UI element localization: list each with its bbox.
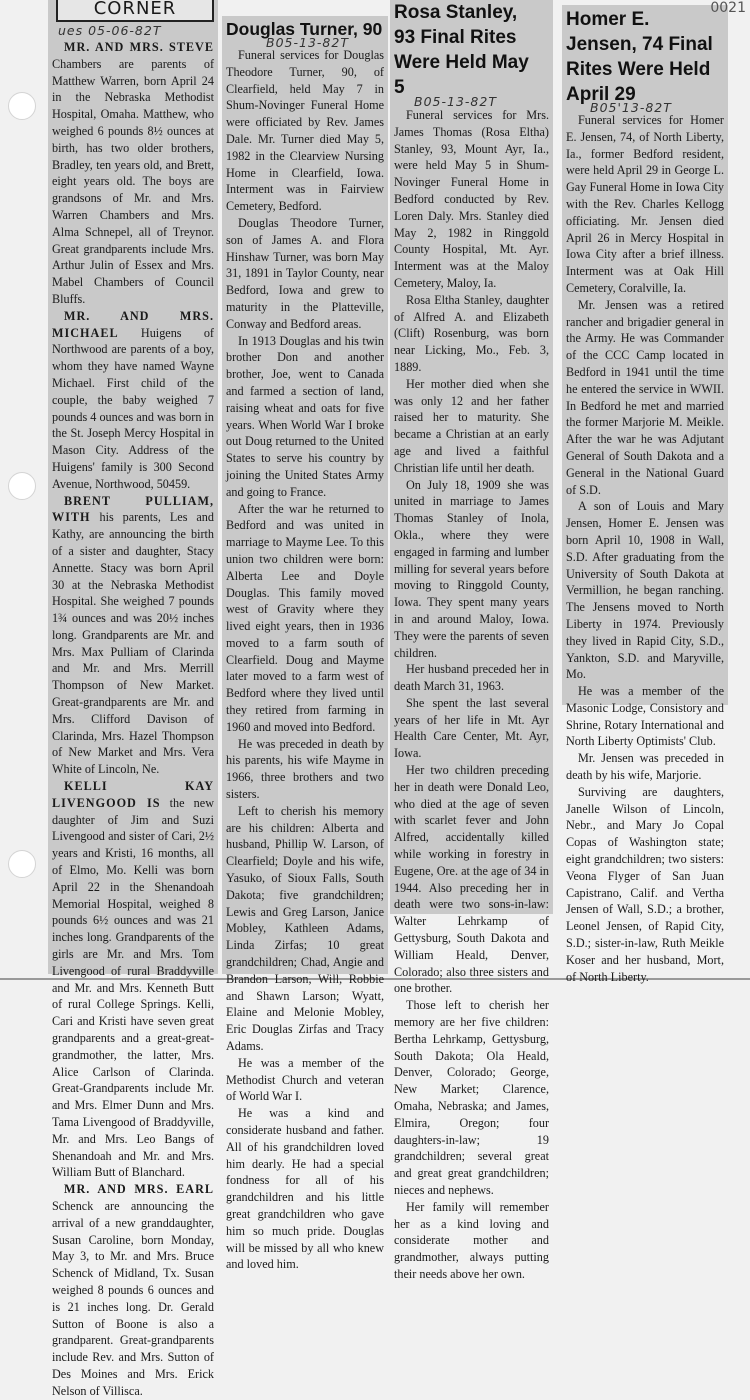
announcement-paragraph (52, 778, 214, 1181)
announcement-lead: MR. AND MRS. STEVE (64, 40, 214, 54)
binder-hole (8, 92, 36, 120)
obituary-paragraph: A son of Louis and Mary Jensen, Homer E. Jensen was born April 10, 1908 in Wall, S.D. After graduating from the University of South Dakota at Vermillion, he began ranching. The Jensens moved to North Liberty in 1974. Previously they lived in Rapid City, S.D., Yankton, S.D. and Maryville, Mo. (566, 499, 724, 682)
announcement-lead: KELLI KAY LIVENGOOD IS (52, 779, 214, 810)
announcement-text: the new daughter of Jim and Suzi Livengood and sister of Cari, 2½ years and Kristi, 16 months, all of Elmo, Mo. Kelli was born April 22 in the Shenandoah Memorial Hospital, weighed 8 pounds 6½ ounces and was 21 inches long. Grandparents of the girls are Mr. and Mrs. Tom Livengood of rural Braddyville and Mr. and Mrs. Kenneth Butt of rural College Springs. Kelli, Cari and Kristi have seven great grandparents and a great-great-grandmother, the latter, Mrs. Alice Carlson of Clarinda. Great-Grandparents include Mr. and Mrs. Elmer Dunn and Mrs. Tama Livengood of Braddyville, Mr. and Mrs. Leo Bangs of Shenandoah and Mr. and Mrs. William Butt of Blanchard. (52, 795, 214, 1180)
announcement-text: Schenck are announcing the arrival of a new granddaughter, Susan Caroline, born Monday, May 3, to Mr. and Mrs. Bruce Schenck of Midland, Tx. Susan weighed 8 pounds 6 ounces and is 21 inches long. Dr. Gerald Sutton of Boone is also a grandparent. Great-grandparents include Rev. and Mrs. Sutton of Des Moines and Mrs. Erick Nelson of Villisca. (52, 1198, 214, 1398)
obituary-paragraph: Her husband preceded her in death March 31, 1963. (394, 662, 549, 694)
obituary-paragraph: On July 18, 1909 she was united in marriage to James Thomas Stanley of Inola, Okla., where they were engaged in farming and lumber milling for several years before moving to Ringgold County, Iowa. They spent many years in and around Maloy, Iowa. They were the parents of seven children. (394, 477, 549, 660)
obituary-paragraph: Her family will remember her as a kind loving and considerate mother and grandmother, always putting their needs above her own. (394, 1199, 549, 1281)
announcement-text: his parents, Les and Kathy, are announcing the birth of a sister and daughter, Stacy Annette. Stacy was born April 30 at the Nebraska Methodist Hospital. She weighed 7 pounds 1¾ ounces and was 20½ inches long. Grandparents are Mr. and Mrs. Max Pulliam of Clarinda and Mr. and Mrs. Merrill Thompson of New Market. Great-grandparents are Mr. and Mrs. Clifford Davison of Clarinda, Mrs. Hazel Thompson of New Market and Mrs. Vera White of Lincoln, Ne. (52, 510, 214, 777)
obituary-paragraph: Mr. Jensen was preceded in death by his wife, Marjorie. (566, 751, 724, 783)
handwritten-date: B05'13-82T (590, 100, 672, 115)
announcement-lead: BRENT PULLIAM, WITH (52, 493, 214, 525)
announcement-paragraph (52, 1181, 214, 1399)
headline: Rosa Stanley, 93 Final Rites Were Held May 5 (394, 2, 529, 98)
binder-hole (8, 472, 36, 500)
announcement-lead: MR. AND MRS. MICHAEL (52, 308, 214, 340)
announcement-list (52, 39, 214, 1400)
announcement-text: Huigens of Northwood are parents of a boy, whom they have named Wayne Michael. First child of the couple, the baby weighed 7 pounds 4 ounces and was born in the St. Joseph Mercy Hospital in Mason City. Address of the Huigens' family is 300 Second Avenue, Northwood, 50459. (52, 325, 214, 491)
obituary-paragraph: In 1913 Douglas and his twin brother Don and another brother, Joe, went to Canada and farmed a section of land, raising wheat and oats for five years. When World War I broke out Doug returned to the United States to serve his country by joining the United States Army and going to France. (226, 333, 384, 499)
announcement-paragraph (52, 308, 214, 493)
announcement-text: Chambers are parents of Matthew Warren, born April 24 in the Nebraska Methodist Hospital, Omaha. Matthew, who weighed 6 pounds 8½ ounces at birth, has two older brothers, Bradley, ten years old, and Brett, eight years old. The boys are grandsons of Mr. and Mrs. Warren Chambers and Mrs. Alma Schnepel, all of Treynor. Great grandparents include Mrs. Arthur Julin of Essex and Mrs. Mabel Chambers of Council Bluffs. (52, 56, 214, 306)
obituary-body (226, 47, 384, 1273)
headline: Homer E. Jensen, 74 Final Rites Were Held April 29 (566, 9, 713, 105)
obituary-paragraph: He was preceded in death by his parents, his wife Mayme in 1966, three brothers and two sisters. (226, 736, 384, 802)
announcement-lead: MR. AND MRS. EARL (64, 1182, 214, 1197)
obituary-paragraph: Her two children preceding her in death were Donald Leo, who died at the age of seven with scarlet fever and John Alfred, accidentally killed while working in forestry in Eugene, Ore. at the age of 34 in 1944. Also preceding her in death were two sons-in-law: Walter Lehrkamp of Gettysburg, South Dakota and William Heald, Denver, Colorado; also three sisters and one brother. (394, 763, 549, 996)
obituary-paragraph: Those left to cherish her memory are her five children: Bertha Lehrkamp, Gettysburg, South Dakota; Ola Heald, Denver, Colorado; George, New Market; Clarence, Omaha, Nebraska; and James, Elmira, Oregon; four daughters-in-law; 19 grandchildren; several great and great great grandchildren; nieces and nephews. (394, 998, 549, 1197)
obituary-paragraph: Funeral services for Homer E. Jensen, 74, of North Liberty, Ia., former Bedford resident, were held April 29 in George L. Gay Funeral Home in Iowa City with the Rev. Charles Kellogg officiating. Mr. Jensen died April 26 in Mercy Hospital in Iowa City after a brief illness. Interment was at Oak Hill Cemetery, Coralville, Ia. (566, 113, 724, 295)
obituary-paragraph: Her mother died when she was only 12 and her father raised her to maturity. She became a Christian at an early age and lived a faithful Christian life until her death. (394, 376, 549, 475)
birth-announcements-clipping (48, 0, 218, 1398)
obituary-paragraph: She spent the last several years of her life in Mt. Ayr Health Care Center, Mt. Ayr, Iowa. (394, 695, 549, 761)
announcement-paragraph (52, 493, 214, 779)
page-number: 0021 (710, 0, 746, 16)
obituary-paragraph: Funeral services for Mrs. James Thomas (Rosa Eltha) Stanley, 93, Mount Ayr, Ia., were held May 5 in Shum-Novinger Funeral Home in Bedford conducted by Rev. Loren Daly. Mrs. Stanley died May 2, 1982 in Ringgold County Hospital, Mt. Ayr. Interment was at the Maloy Cemetery, Maloy, Ia. (394, 108, 549, 290)
handwritten-date: ues 05-06-82T (58, 23, 162, 38)
obituary-paragraph: He was a member of the Methodist Church and veteran of World War I. (226, 1055, 384, 1104)
obituary-body (394, 107, 549, 1283)
handwritten-date: B05-13-82T (266, 35, 349, 50)
jensen-obituary-clipping (562, 5, 728, 984)
obituary-paragraph: Funeral services for Douglas Theodore Turner, 90, of Clearfield, held May 7 in Shum-Novinger Funeral Home were officiated by Rev. James Dale. Mr. Turner died May 5, 1982 in the Clearview Nursing Home in Clearfield, Iowa. Interment was in Fairview Cemetery, Bedford. (226, 48, 384, 214)
obituary-paragraph: After the war he returned to Bedford and was united in marriage to Mayme Lee. To this union two children were born: Alberta Lee and Doyle Douglas. This family moved west of Gravity where they lived eight years, then in 1936 moved to a farm south of Clearfield. Doug and Mayme later moved to a farm west of Bedford where they lived until they retired from farming in 1960 and moved into Bedford. (226, 501, 384, 734)
announcement-paragraph (52, 39, 214, 308)
handwritten-date: B05-13-82T (414, 94, 497, 109)
stanley-obituary-clipping (390, 0, 553, 1281)
obituary-paragraph: Douglas Theodore Turner, son of James A. and Flora Hinshaw Turner, was born May 31, 1891 in Taylor County, near Bedford, Iowa and grew to maturity in the Platteville, Conway and Bedford areas. (226, 215, 384, 331)
obituary-paragraph: Left to cherish his memory are his children: Alberta and husband, Phillip W. Larson, of Clearfield; Doyle and his wife, Yasuko, of Sioux Falls, South Dakota; five grandchildren; Lewis and Greg Larson, Janice Mobley, Kathleen Adams, Linda Zirfas; 10 great grandchildren; Chad, Angie and Brandon Larson, Will, Robbie and Shawn Larson; Wyatt, Elaine and Melonie Mobley, Eric Douglas Zirfas and Tracy Adams. (226, 803, 384, 1054)
binder-hole (8, 850, 36, 878)
turner-obituary-clipping (222, 16, 388, 1272)
obituary-body (566, 112, 724, 985)
column-header: CORNER (56, 0, 214, 22)
obituary-paragraph: Surviving are daughters, Janelle Wilson of Lincoln, Nebr., and Mary Jo Copal Copas of Washington state; eight grandchildren; two sisters: Veona Flyger of San Juan Capistrano, Calif. and Vertha Jensen of Wall, S.D.; a brother, Leonel Jensen, of Rapid City, S.D.; sister-in-law, Ruth Meikle Koser and her husband, Mort, of North Liberty. (566, 784, 724, 984)
obituary-paragraph: He was a kind and considerate husband and father. All of his grandchildren loved him dearly. He had a special fondness for all of his grandchildren and his little great grandchildren who gave him so much pride. Douglas will be missed by all who knew and loved him. (226, 1106, 384, 1272)
obituary-paragraph: He was a member of the Masonic Lodge, Consistory and Shrine, Rotary International and North Liberty Optimists' Club. (566, 684, 724, 749)
headline: Douglas Turner, 90 (226, 19, 383, 39)
obituary-paragraph: Rosa Eltha Stanley, daughter of Alfred A. and Elizabeth (Clift) Rosenburg, was born near Licking, Mo., Feb. 3, 1889. (394, 292, 549, 374)
obituary-paragraph: Mr. Jensen was a retired rancher and brigadier general in the Army. He was Commander of the CCC Camp located in Bedford in 1941 until the time he entered the service in WWII. In Bedford he met and married the former Marjorie M. Meikle. After the war he was Adjutant General of South Dakota and a General in the National Guard of S.D. (566, 297, 724, 497)
